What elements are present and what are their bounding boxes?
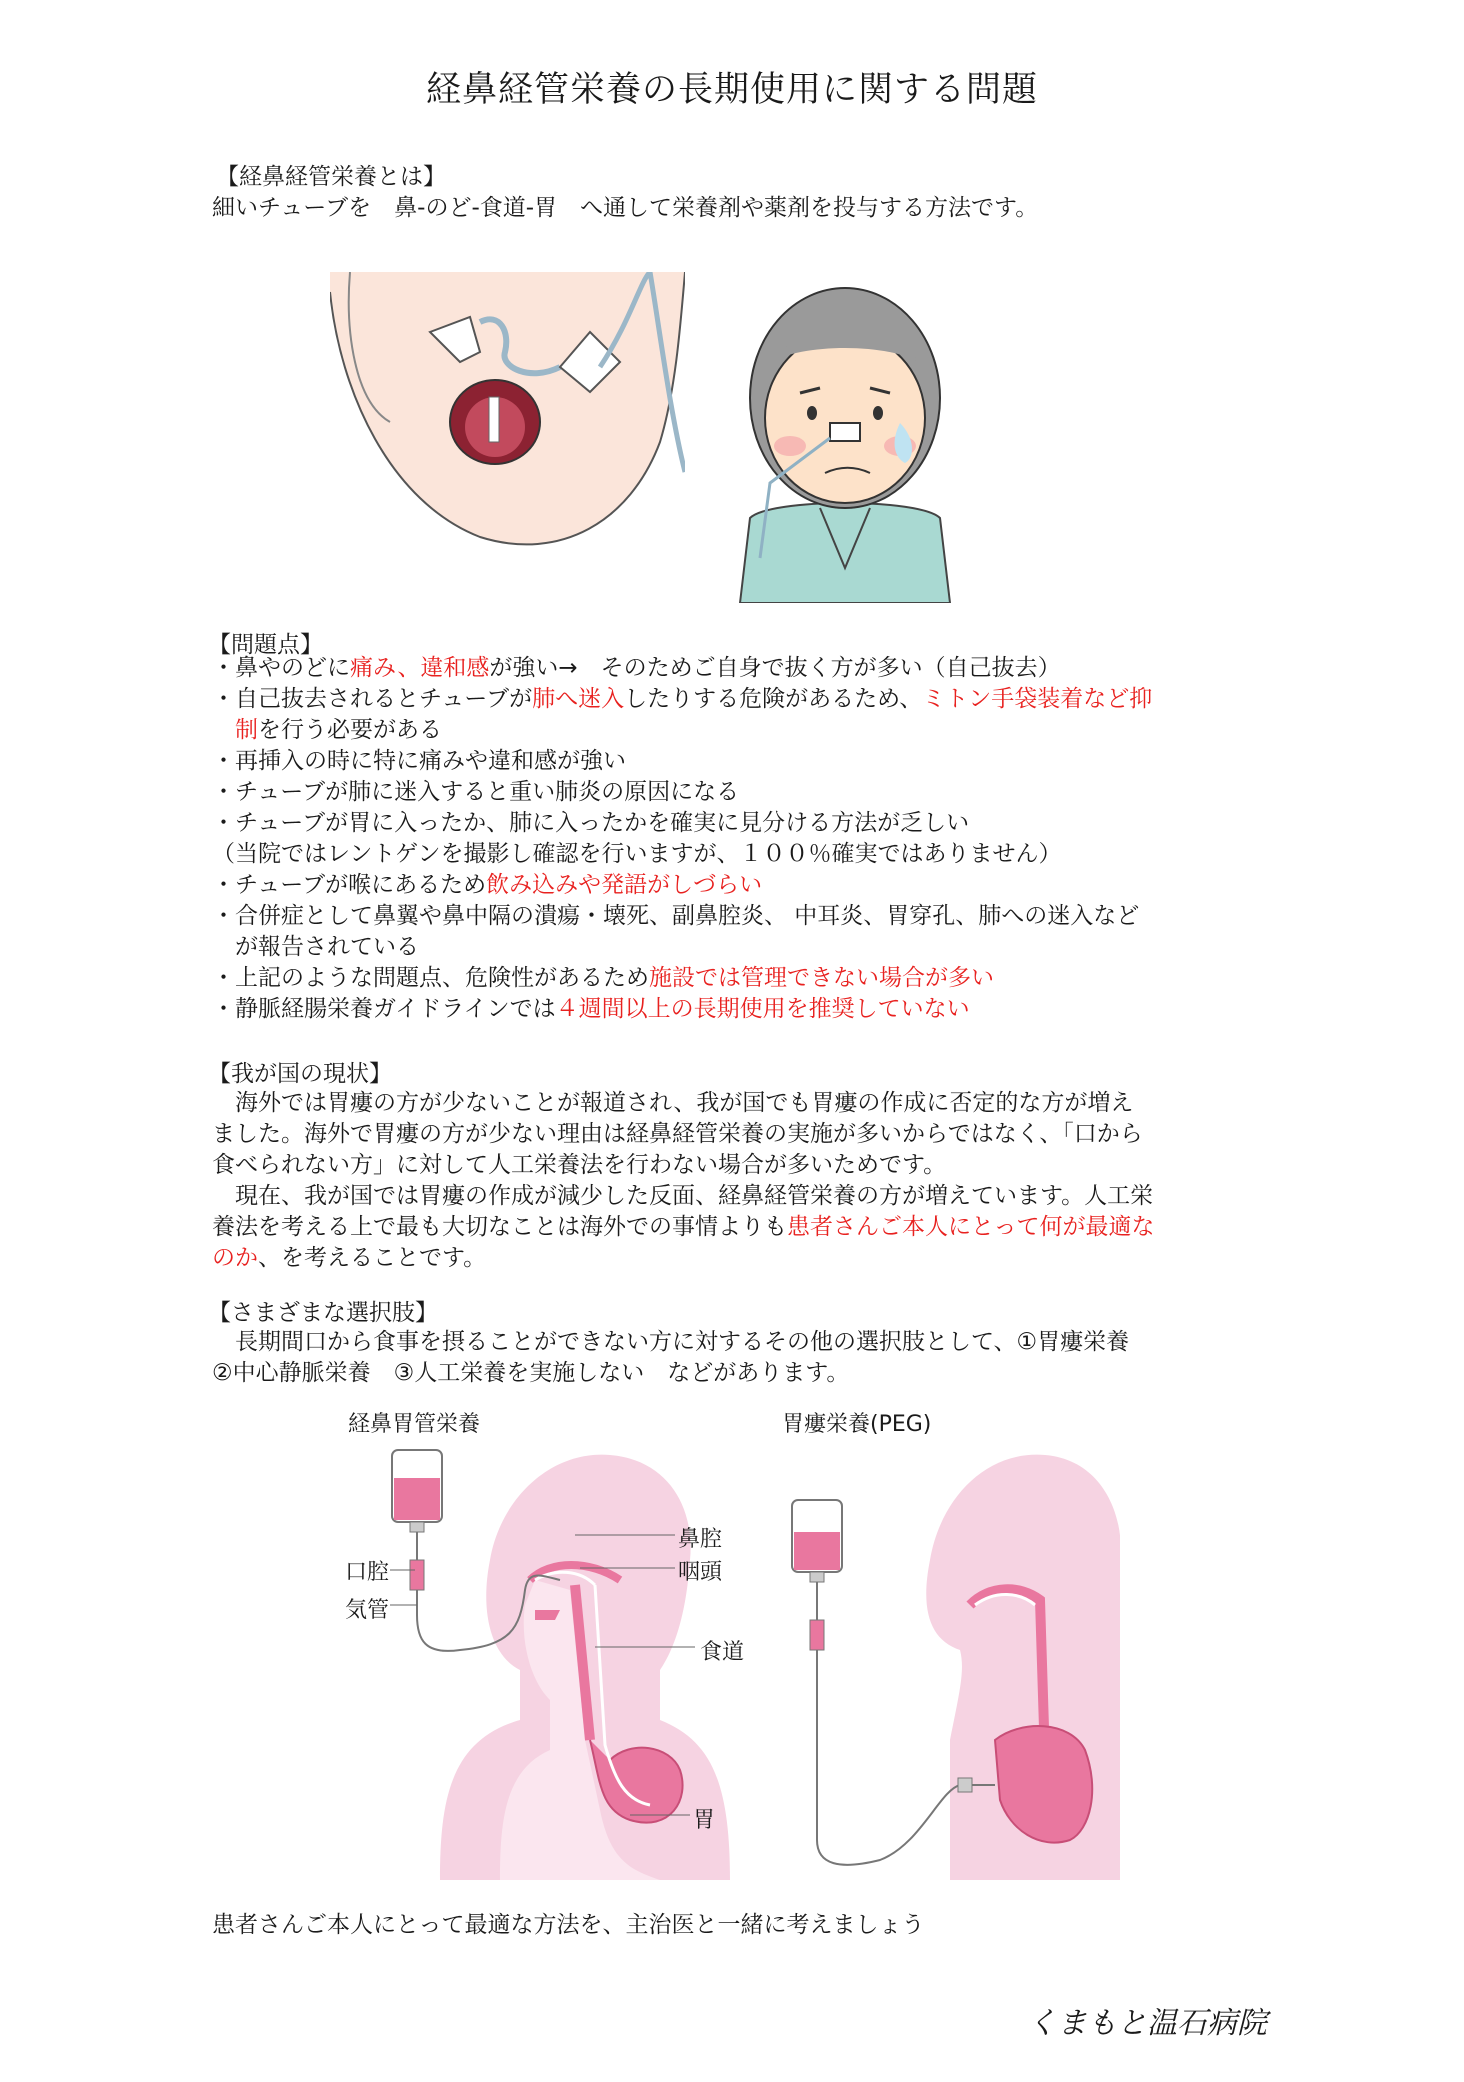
current-heading: 【我が国の現状】 (208, 1061, 392, 1087)
intro-heading: 【経鼻経管栄養とは】 (216, 164, 446, 190)
problems-list (212, 653, 1152, 1025)
page-title: 経鼻経管栄養の長期使用に関する問題 (425, 70, 1038, 110)
peg-feeding-diagram (770, 1440, 1120, 1880)
current-paragraph: 海外では胃瘻の方が少ないことが報道され、我が国でも胃瘻の作成に否定的な方が増え ました。海外で胃瘻の方が少ない理由は経鼻経管栄養の実施が多いからではなく、「口から 食べられない方」に対して人工栄養法を行わない場合が多いためです。 現在、我が国では胃瘻の作成が減少した反面、経鼻経管栄養の方が増えています。人工栄 養法を考える上で最も大切なことは海外での事情よりも患者さんご本人にとって何が最適な のか、を考えることです。 (212, 1090, 1155, 1271)
problem-item: ・チューブが胃に入ったか、肺に入ったかを確実に見分ける方法が乏しい (212, 810, 970, 836)
problem-item: ・チューブが喉にあるため飲み込みや発語がしづらい (212, 872, 763, 898)
hospital-name: くまもと温石病院 (1027, 2006, 1267, 2041)
nasogastric-feeding-diagram (330, 1440, 750, 1880)
trachea-label: 気管 (345, 1598, 390, 1623)
problem-item: 制を行う必要がある (235, 717, 442, 743)
oral-cavity-label: 口腔 (345, 1560, 390, 1585)
problem-item: ・合併症として鼻翼や鼻中隔の潰瘍・壊死、副鼻腔炎、 中耳炎、胃穿孔、肺への迷入など (212, 903, 1140, 929)
problem-item: ・再挿入の時に特に痛みや違和感が強い (212, 748, 626, 774)
pharynx-label: 咽頭 (678, 1560, 723, 1585)
patient-cartoon-illustration (730, 268, 960, 603)
peg-diagram-title: 胃瘻栄養(PEG) (782, 1412, 932, 1437)
esophagus-label: 食道 (700, 1640, 745, 1665)
problem-item: が報告されている (212, 934, 419, 960)
nasal-cavity-label: 鼻腔 (678, 1527, 723, 1552)
nasal-tube-face-illustration (330, 272, 685, 552)
problem-item: （当院ではレントゲンを撮影し確認を行いますが、１００％確実ではありません） (212, 841, 1062, 867)
problem-item: ・静脈経腸栄養ガイドラインでは４週間以上の長期使用を推奨していない (212, 996, 970, 1022)
problem-item: ・チューブが肺に迷入すると重い肺炎の原因になる (212, 779, 740, 805)
options-paragraph: 長期間口から食事を摂ることができない方に対するその他の選択肢として、①胃瘻栄養 ②中心静脈栄養 ③人工栄養を実施しない などがあります。 (212, 1329, 1130, 1386)
problem-item: ・自己抜去されるとチューブが肺へ迷入したりする危険があるため、ミトン手袋装着など抑 (212, 686, 1153, 712)
ng-tube-diagram-title: 経鼻胃管栄養 (348, 1412, 481, 1437)
options-heading: 【さまざまな選択肢】 (208, 1300, 438, 1326)
closing-message: 患者さんご本人にとって最適な方法を、主治医と一緒に考えましょう (212, 1912, 925, 1938)
problems-heading: 【問題点】 (208, 632, 323, 658)
stomach-label: 胃 (693, 1808, 716, 1833)
problem-item: ・上記のような問題点、危険性があるため施設では管理できない場合が多い (212, 965, 994, 991)
problem-item: ・鼻やのどに痛み、違和感が強い→ そのためご自身で抜く方が多い（自己抜去） (212, 655, 1061, 681)
intro-text: 細いチューブを 鼻-のど-食道-胃 へ通して栄養剤や薬剤を投与する方法です。 (212, 195, 1039, 221)
